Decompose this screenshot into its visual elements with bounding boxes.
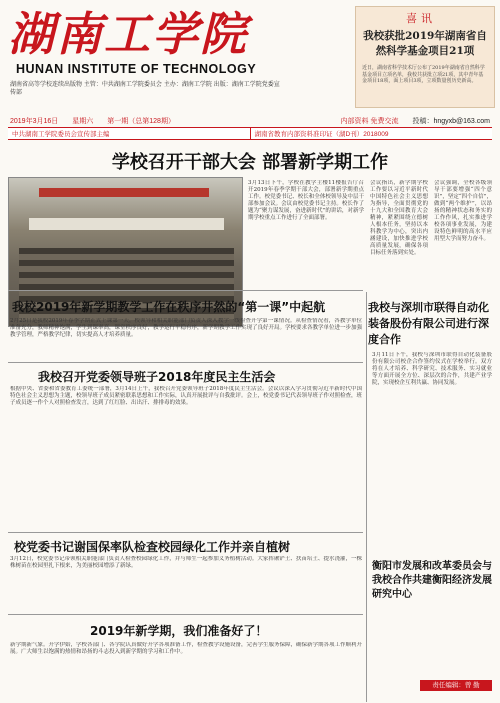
news-text: 近日，湖南省科学技术厅公布了2019年湖南省自然科学基金项目立项名单，我校共获批立项21项，其中青年基金项目18项，面上项目3项，立项数量创历史新高。: [362, 65, 485, 84]
divider: [8, 532, 363, 533]
info-bar: [8, 127, 492, 140]
side1-text: 3月11日下午，我校与深圳市联得自动化装备股份有限公司校企合作签约仪式在学校举行。双方将在人才培养、科学研究、技术服务、实习就业等方面开展全方位、深层次的合作，共建产业学院，实现校企互利共赢、协同发展。: [372, 352, 492, 386]
meta-row: [10, 115, 490, 126]
article2-text: 2月25日是我校2019年春季学期正式上课第一天，校领导和相关职能部门负责人深入教学一线检查开学第一课情况。从检查情况看，各教学单位准备充分，教师精神饱满，学生到课率高，课堂秩序良好，教学运行平稳有序，新学期教学工作实现了良好开局。学校要求各教学单位进一步加强教学管理，严格教学纪律，切实提高人才培养质量。: [10, 318, 362, 338]
photo-podium: [29, 218, 224, 230]
licence-text: 湖南省教育内部资料准印证（湖D刊）2018009: [254, 131, 389, 138]
masthead-small-text: 湖南省高等学校连续出版物 主管：中共湖南工学院委员会 主办：湖南工学院 出版：湖南工学院党委宣传部: [10, 81, 280, 96]
side1-headline: 我校与深圳市联得自动化装备股份有限公司进行深度合作: [368, 301, 489, 346]
news-box: [355, 6, 495, 108]
email-row: [412, 116, 490, 126]
photo-banner: [39, 188, 209, 197]
issue-date: 2019年3月16日: [10, 117, 59, 125]
article1-col2: 会议指出，新学期学校工作要以习近平新时代中国特色社会主义思想为指导，全面贯彻党的十九大和全国教育大会精神，紧紧围绕立德树人根本任务，坚持以本科教学为中心，突出内涵建设，加快推进学校高质量发展，确保各项目标任务落到实处。: [370, 180, 428, 256]
article1-col3: 会议强调，全校各级领导干部要增强“四个意识”，坚定“四个自信”，做到“两个维护”，以昂扬的精神状态和务实的工作作风，扎实推进学校各项事业发展，为建设特色鲜明的高水平应用型大学而努力奋斗。: [434, 180, 492, 242]
news-headline: 我校获批2019年湖南省自然科学基金项目21项: [363, 30, 487, 57]
internal-note: 内部资料 免费交流: [340, 117, 399, 125]
editor-label: 责任编辑：曾 勤: [420, 680, 492, 691]
email-address[interactable]: hngyxb@163.com: [433, 117, 490, 125]
news-tag: 喜讯: [406, 12, 436, 25]
side2-headline: 衡阳市发展和改革委员会与我校合作共建衡阳经济发展研究中心: [372, 561, 492, 600]
divider: [8, 614, 363, 615]
article3-headline: 我校召开党委领导班子2018年度民主生活会: [38, 370, 276, 384]
email-label: 投稿：: [412, 117, 434, 125]
issue-weekday: 星期六: [72, 117, 94, 125]
divider: [8, 362, 363, 363]
masthead-title: 湖南工学院: [8, 7, 248, 61]
article5-text: 新学期新气象。开学伊始，学校各部门、各学院认真做好开学各项准备工作，检查教学设施设备，完善学生服务保障，确保新学期各项工作顺利开展。广大师生以饱满的热情和昂扬的斗志投入到新学期的学习和工作中。: [10, 642, 362, 655]
article4-text: 3月12日，校党委书记带领相关职能部门负责人检查校园绿化工作，并与师生一起参加义务植树活动。大家挥锹铲土、扶苗培土、提水浇灌，一株株树苗在校园里扎下根来，为美丽校园增添了新绿。: [10, 556, 362, 569]
article1-headline: 学校召开干部大会 部署新学期工作: [111, 152, 389, 173]
masthead-english: HUNAN INSTITUTE OF TECHNOLOGY: [16, 62, 257, 76]
sponsor-text: 中共湖南工学院委员会宣传部主编: [8, 128, 251, 139]
article5-headline: 2019年新学期，我们准备好了！: [90, 624, 268, 638]
divider: [8, 290, 363, 291]
article4-headline: 校党委书记谢国保率队检查校园绿化工作并亲自植树: [14, 540, 291, 554]
issue-number: 第一期（总第128期）: [107, 117, 175, 125]
article2-headline: 我校2019年新学期教学工作在秩序井然的“第一课”中起航: [12, 300, 326, 314]
article3-text: 根据中央、省委和省委教育工委统一部署，3月14日上午，我校召开党委领导班子2018年度民主生活会。会议以深入学习贯彻习近平新时代中国特色社会主义思想为主题，校领导班子成员紧密联系思想和工作实际，认真开展批评与自我批评。会上，校党委书记代表领导班子作对照检查，班子成员逐一作个人对照检查发言，达到了红红脸、出出汗、排排毒的效果。: [10, 386, 362, 406]
article1-col1: 3月13日下午，学校在教学主楼11楼报告厅召开2019年春季学期干部大会，部署新学期重点工作。校党委书记、校长和全体校领导及中层干部参加会议。会议由校党委书记主持。校长作了题为“聚力谋发展，奋进新时代”的讲话，对新学期学校重点工作进行了全面部署。: [248, 180, 364, 221]
column-divider: [366, 292, 367, 702]
